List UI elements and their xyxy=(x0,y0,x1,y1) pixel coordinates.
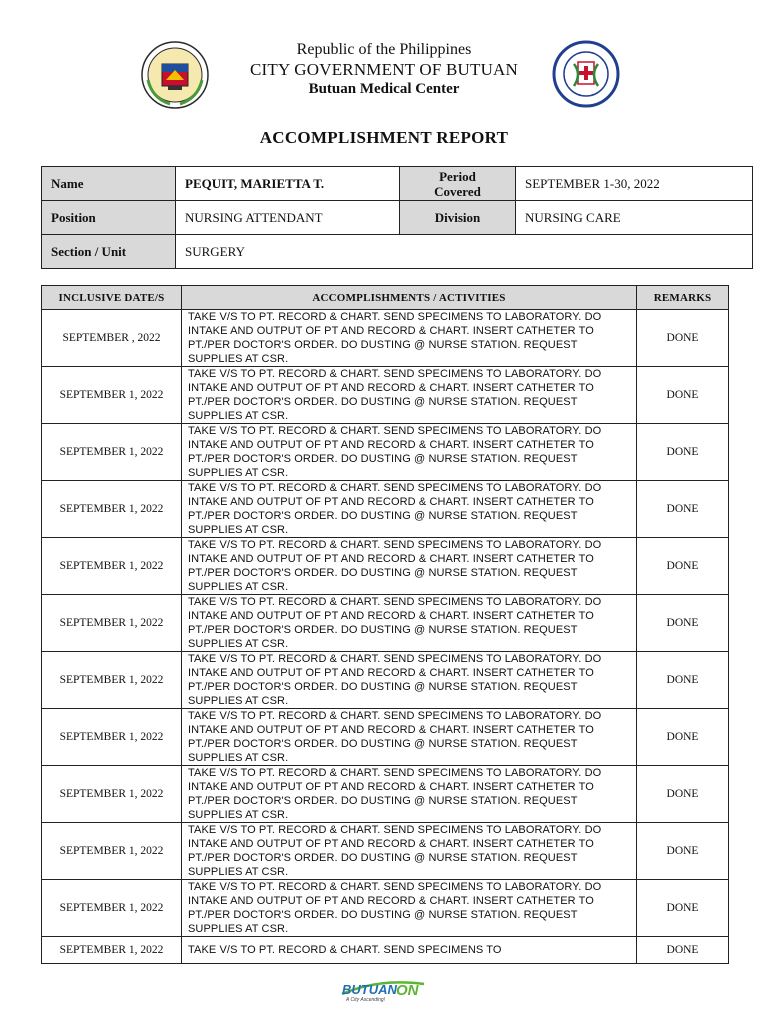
table-row xyxy=(42,310,729,367)
row-date: SEPTEMBER 1, 2022 xyxy=(42,424,182,481)
butuan-on-logo xyxy=(338,976,430,1002)
footer-logo-on: ON xyxy=(396,982,419,999)
section-unit-label: Section / Unit xyxy=(42,235,176,269)
row-date: SEPTEMBER 1, 2022 xyxy=(42,766,182,823)
row-date: SEPTEMBER 1, 2022 xyxy=(42,481,182,538)
header-inclusive-dates: INCLUSIVE DATE/S xyxy=(42,286,182,310)
row-remarks: DONE xyxy=(637,538,729,595)
table-row xyxy=(42,823,729,880)
table-row xyxy=(42,880,729,937)
position-label: Position xyxy=(42,201,176,235)
row-activity: TAKE V/S TO PT. RECORD & CHART. SEND SPECIMENS TO LABORATORY. DO INTAKE AND OUTPUT OF PT AND RECORD & CHART. INSERT CATHETER TO PT./PER DOCTOR'S ORDER. DO DUSTING @ NURSE STATION. REQUEST SUPPLIES AT CSR. xyxy=(188,425,602,479)
row-activity-cell xyxy=(182,880,637,937)
row-date: SEPTEMBER 1, 2022 xyxy=(42,367,182,424)
name-value: PEQUIT, MARIETTA T. xyxy=(176,167,400,201)
footer-logo-tagline: A City Ascending! xyxy=(346,997,386,1002)
table-row xyxy=(42,481,729,538)
name-label: Name xyxy=(42,167,176,201)
header-city-government: CITY GOVERNMENT OF BUTUAN xyxy=(249,60,519,79)
row-remarks: DONE xyxy=(637,652,729,709)
period-covered-value: SEPTEMBER 1-30, 2022 xyxy=(516,167,753,201)
row-activity-cell xyxy=(182,481,637,538)
row-remarks: DONE xyxy=(637,595,729,652)
accomplishment-table xyxy=(41,285,729,964)
table-row xyxy=(42,424,729,481)
row-activity-cell xyxy=(182,424,637,481)
division-label: Division xyxy=(400,201,516,235)
header-medical-center: Butuan Medical Center xyxy=(308,81,460,97)
section-unit-value: SURGERY xyxy=(176,235,753,269)
row-remarks: DONE xyxy=(637,310,729,367)
row-remarks: DONE xyxy=(637,424,729,481)
row-date: SEPTEMBER 1, 2022 xyxy=(42,937,182,964)
row-activity: TAKE V/S TO PT. RECORD & CHART. SEND SPECIMENS TO LABORATORY. DO INTAKE AND OUTPUT OF PT AND RECORD & CHART. INSERT CATHETER TO PT./PER DOCTOR'S ORDER. DO DUSTING @ NURSE STATION. REQUEST SUPPLIES AT CSR. xyxy=(188,710,602,764)
row-remarks: DONE xyxy=(637,709,729,766)
period-covered-label xyxy=(400,167,516,201)
row-remarks: DONE xyxy=(637,481,729,538)
row-activity: TAKE V/S TO PT. RECORD & CHART. SEND SPECIMENS TO LABORATORY. DO INTAKE AND OUTPUT OF PT AND RECORD & CHART. INSERT CATHETER TO PT./PER DOCTOR'S ORDER. DO DUSTING @ NURSE STATION. REQUEST SUPPLIES AT CSR. xyxy=(188,539,602,593)
row-date: SEPTEMBER 1, 2022 xyxy=(42,823,182,880)
table-row xyxy=(42,367,729,424)
row-activity-cell xyxy=(182,538,637,595)
table-row xyxy=(42,766,729,823)
row-activity: TAKE V/S TO PT. RECORD & CHART. SEND SPECIMENS TO LABORATORY. DO INTAKE AND OUTPUT OF PT AND RECORD & CHART. INSERT CATHETER TO PT./PER DOCTOR'S ORDER. DO DUSTING @ NURSE STATION. REQUEST SUPPLIES AT CSR. xyxy=(188,767,602,821)
row-activity: TAKE V/S TO PT. RECORD & CHART. SEND SPECIMENS TO xyxy=(188,944,502,956)
butuan-medical-center-seal xyxy=(552,40,620,108)
row-activity-cell xyxy=(182,709,637,766)
row-activity: TAKE V/S TO PT. RECORD & CHART. SEND SPECIMENS TO LABORATORY. DO INTAKE AND OUTPUT OF PT AND RECORD & CHART. INSERT CATHETER TO PT./PER DOCTOR'S ORDER. DO DUSTING @ NURSE STATION. REQUEST SUPPLIES AT CSR. xyxy=(188,368,602,422)
row-activity-cell xyxy=(182,937,637,964)
header-remarks: REMARKS xyxy=(637,286,729,310)
table-row xyxy=(42,595,729,652)
row-activity-cell xyxy=(182,595,637,652)
table-row xyxy=(42,709,729,766)
report-title: ACCOMPLISHMENT REPORT xyxy=(259,128,509,147)
row-remarks: DONE xyxy=(637,937,729,964)
row-activity-cell xyxy=(182,652,637,709)
row-remarks: DONE xyxy=(637,880,729,937)
header-republic: Republic of the Philippines xyxy=(296,41,472,58)
row-remarks: DONE xyxy=(637,367,729,424)
row-activity: TAKE V/S TO PT. RECORD & CHART. SEND SPECIMENS TO LABORATORY. DO INTAKE AND OUTPUT OF PT AND RECORD & CHART. INSERT CATHETER TO PT./PER DOCTOR'S ORDER. DO DUSTING @ NURSE STATION. REQUEST SUPPLIES AT CSR. xyxy=(188,311,602,365)
row-activity-cell xyxy=(182,823,637,880)
footer-logo-main: BUTUAN xyxy=(342,982,397,997)
division-value: NURSING CARE xyxy=(516,201,753,235)
document-header xyxy=(0,40,768,99)
row-activity-cell xyxy=(182,766,637,823)
table-row xyxy=(42,538,729,595)
row-activity-cell xyxy=(182,310,637,367)
row-activity: TAKE V/S TO PT. RECORD & CHART. SEND SPECIMENS TO LABORATORY. DO INTAKE AND OUTPUT OF PT AND RECORD & CHART. INSERT CATHETER TO PT./PER DOCTOR'S ORDER. DO DUSTING @ NURSE STATION. REQUEST SUPPLIES AT CSR. xyxy=(188,824,602,878)
row-activity: TAKE V/S TO PT. RECORD & CHART. SEND SPECIMENS TO LABORATORY. DO INTAKE AND OUTPUT OF PT AND RECORD & CHART. INSERT CATHETER TO PT./PER DOCTOR'S ORDER. DO DUSTING @ NURSE STATION. REQUEST SUPPLIES AT CSR. xyxy=(188,653,602,707)
employee-info-table xyxy=(41,166,753,269)
row-remarks: DONE xyxy=(637,766,729,823)
row-date: SEPTEMBER 1, 2022 xyxy=(42,595,182,652)
table-row xyxy=(42,652,729,709)
row-activity-cell xyxy=(182,367,637,424)
period-label-line2: Covered xyxy=(434,183,481,199)
header-accomplishments: ACCOMPLISHMENTS / ACTIVITIES xyxy=(182,286,637,310)
position-value: NURSING ATTENDANT xyxy=(176,201,400,235)
row-activity: TAKE V/S TO PT. RECORD & CHART. SEND SPECIMENS TO LABORATORY. DO INTAKE AND OUTPUT OF PT AND RECORD & CHART. INSERT CATHETER TO PT./PER DOCTOR'S ORDER. DO DUSTING @ NURSE STATION. REQUEST SUPPLIES AT CSR. xyxy=(188,881,602,935)
row-date: SEPTEMBER 1, 2022 xyxy=(42,709,182,766)
row-activity: TAKE V/S TO PT. RECORD & CHART. SEND SPECIMENS TO LABORATORY. DO INTAKE AND OUTPUT OF PT AND RECORD & CHART. INSERT CATHETER TO PT./PER DOCTOR'S ORDER. DO DUSTING @ NURSE STATION. REQUEST SUPPLIES AT CSR. xyxy=(188,596,602,650)
row-date: SEPTEMBER 1, 2022 xyxy=(42,652,182,709)
row-date: SEPTEMBER , 2022 xyxy=(42,310,182,367)
period-label-line1: Period xyxy=(439,168,476,184)
row-date: SEPTEMBER 1, 2022 xyxy=(42,880,182,937)
row-remarks: DONE xyxy=(637,823,729,880)
row-date: SEPTEMBER 1, 2022 xyxy=(42,538,182,595)
table-row xyxy=(42,937,729,964)
row-activity: TAKE V/S TO PT. RECORD & CHART. SEND SPECIMENS TO LABORATORY. DO INTAKE AND OUTPUT OF PT AND RECORD & CHART. INSERT CATHETER TO PT./PER DOCTOR'S ORDER. DO DUSTING @ NURSE STATION. REQUEST SUPPLIES AT CSR. xyxy=(188,482,602,536)
